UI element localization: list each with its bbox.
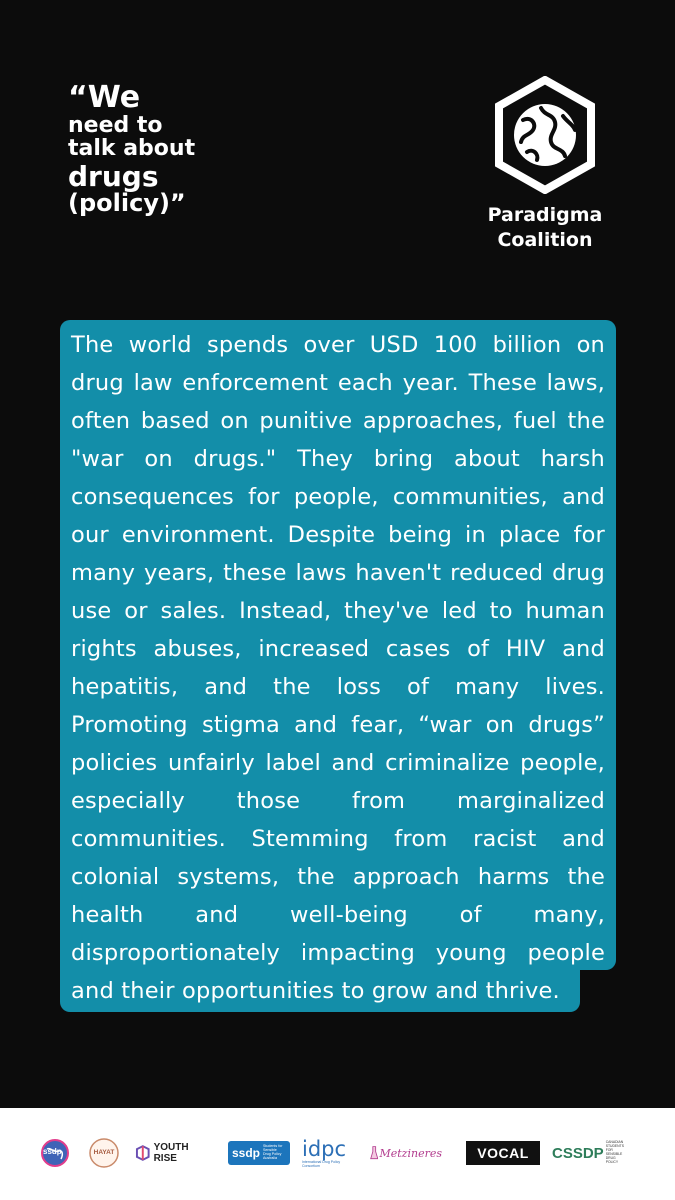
headline-quote [68,82,195,216]
headline-line-2: need to [68,112,163,138]
brand-name-line-1: Paradigma [487,204,603,226]
partner-tagline: International Drug Policy Consortium [302,1159,341,1168]
partner-logo-vocal [466,1137,540,1169]
partner-logo-hayat [88,1137,120,1169]
partner-name: CSSDP [552,1144,604,1162]
brand-name [470,203,620,252]
partner-name: ssdp [43,1147,62,1156]
partner-tagline: CANADIAN STUDENTS FOR SENSIBLE DRUG POLICY [605,1140,624,1164]
flask-icon [370,1142,378,1164]
partner-logo-ssdp-australia [228,1137,290,1169]
partner-tagline: Students for Sensible Drug Policy Australia [263,1144,283,1160]
partner-logo-youth-rise [135,1137,213,1169]
body-paragraph: The world spends over USD 100 billion on drug law enforcement each year. These laws, often based on punitive approaches, fuel the "war on drugs." They bring about harsh consequences for people, communities, and our environment. Despite being in place for many years, these laws haven't reduced drug use or sales. Instead, they've led to human rights abuses, increased cases of HIV and hepatitis, and the loss of many lives. Promoting stigma and fear, “war on drugs” policies unfairly label and criminalize people, especially those from marginalized communities. Stemming from racist and colonial systems, the approach harms the health and well-being of many, disproportionately impacting young people and their opportunities to grow and thrive. [71,332,605,1004]
partner-name: idpc [302,1136,347,1161]
partner-name: ssdp [232,1146,261,1160]
partner-logo-metzineres [370,1137,442,1169]
brand-name-line-2: Coalition [497,228,593,251]
partner-name: HAYAT [93,1149,115,1156]
partner-name: Metzineres [379,1146,442,1160]
partner-name: YOUTH RISE [153,1142,189,1164]
headline-line-5: (policy)” [68,189,186,218]
body-text-panel [60,320,616,1012]
youth-rise-icon [135,1145,151,1161]
partner-logo-ssdp-globe [40,1137,70,1169]
partner-logo-cssdp [552,1137,628,1169]
globe-hexagon-icon [493,76,597,194]
headline-line-3: talk about [68,135,196,161]
headline-line-4: drugs [68,159,159,193]
partner-name: VOCAL [477,1145,529,1161]
partner-logo-idpc [302,1137,358,1169]
ssdp-australia-badge [228,1141,290,1165]
vocal-badge [466,1141,540,1165]
headline-line-1: “We [68,80,141,115]
